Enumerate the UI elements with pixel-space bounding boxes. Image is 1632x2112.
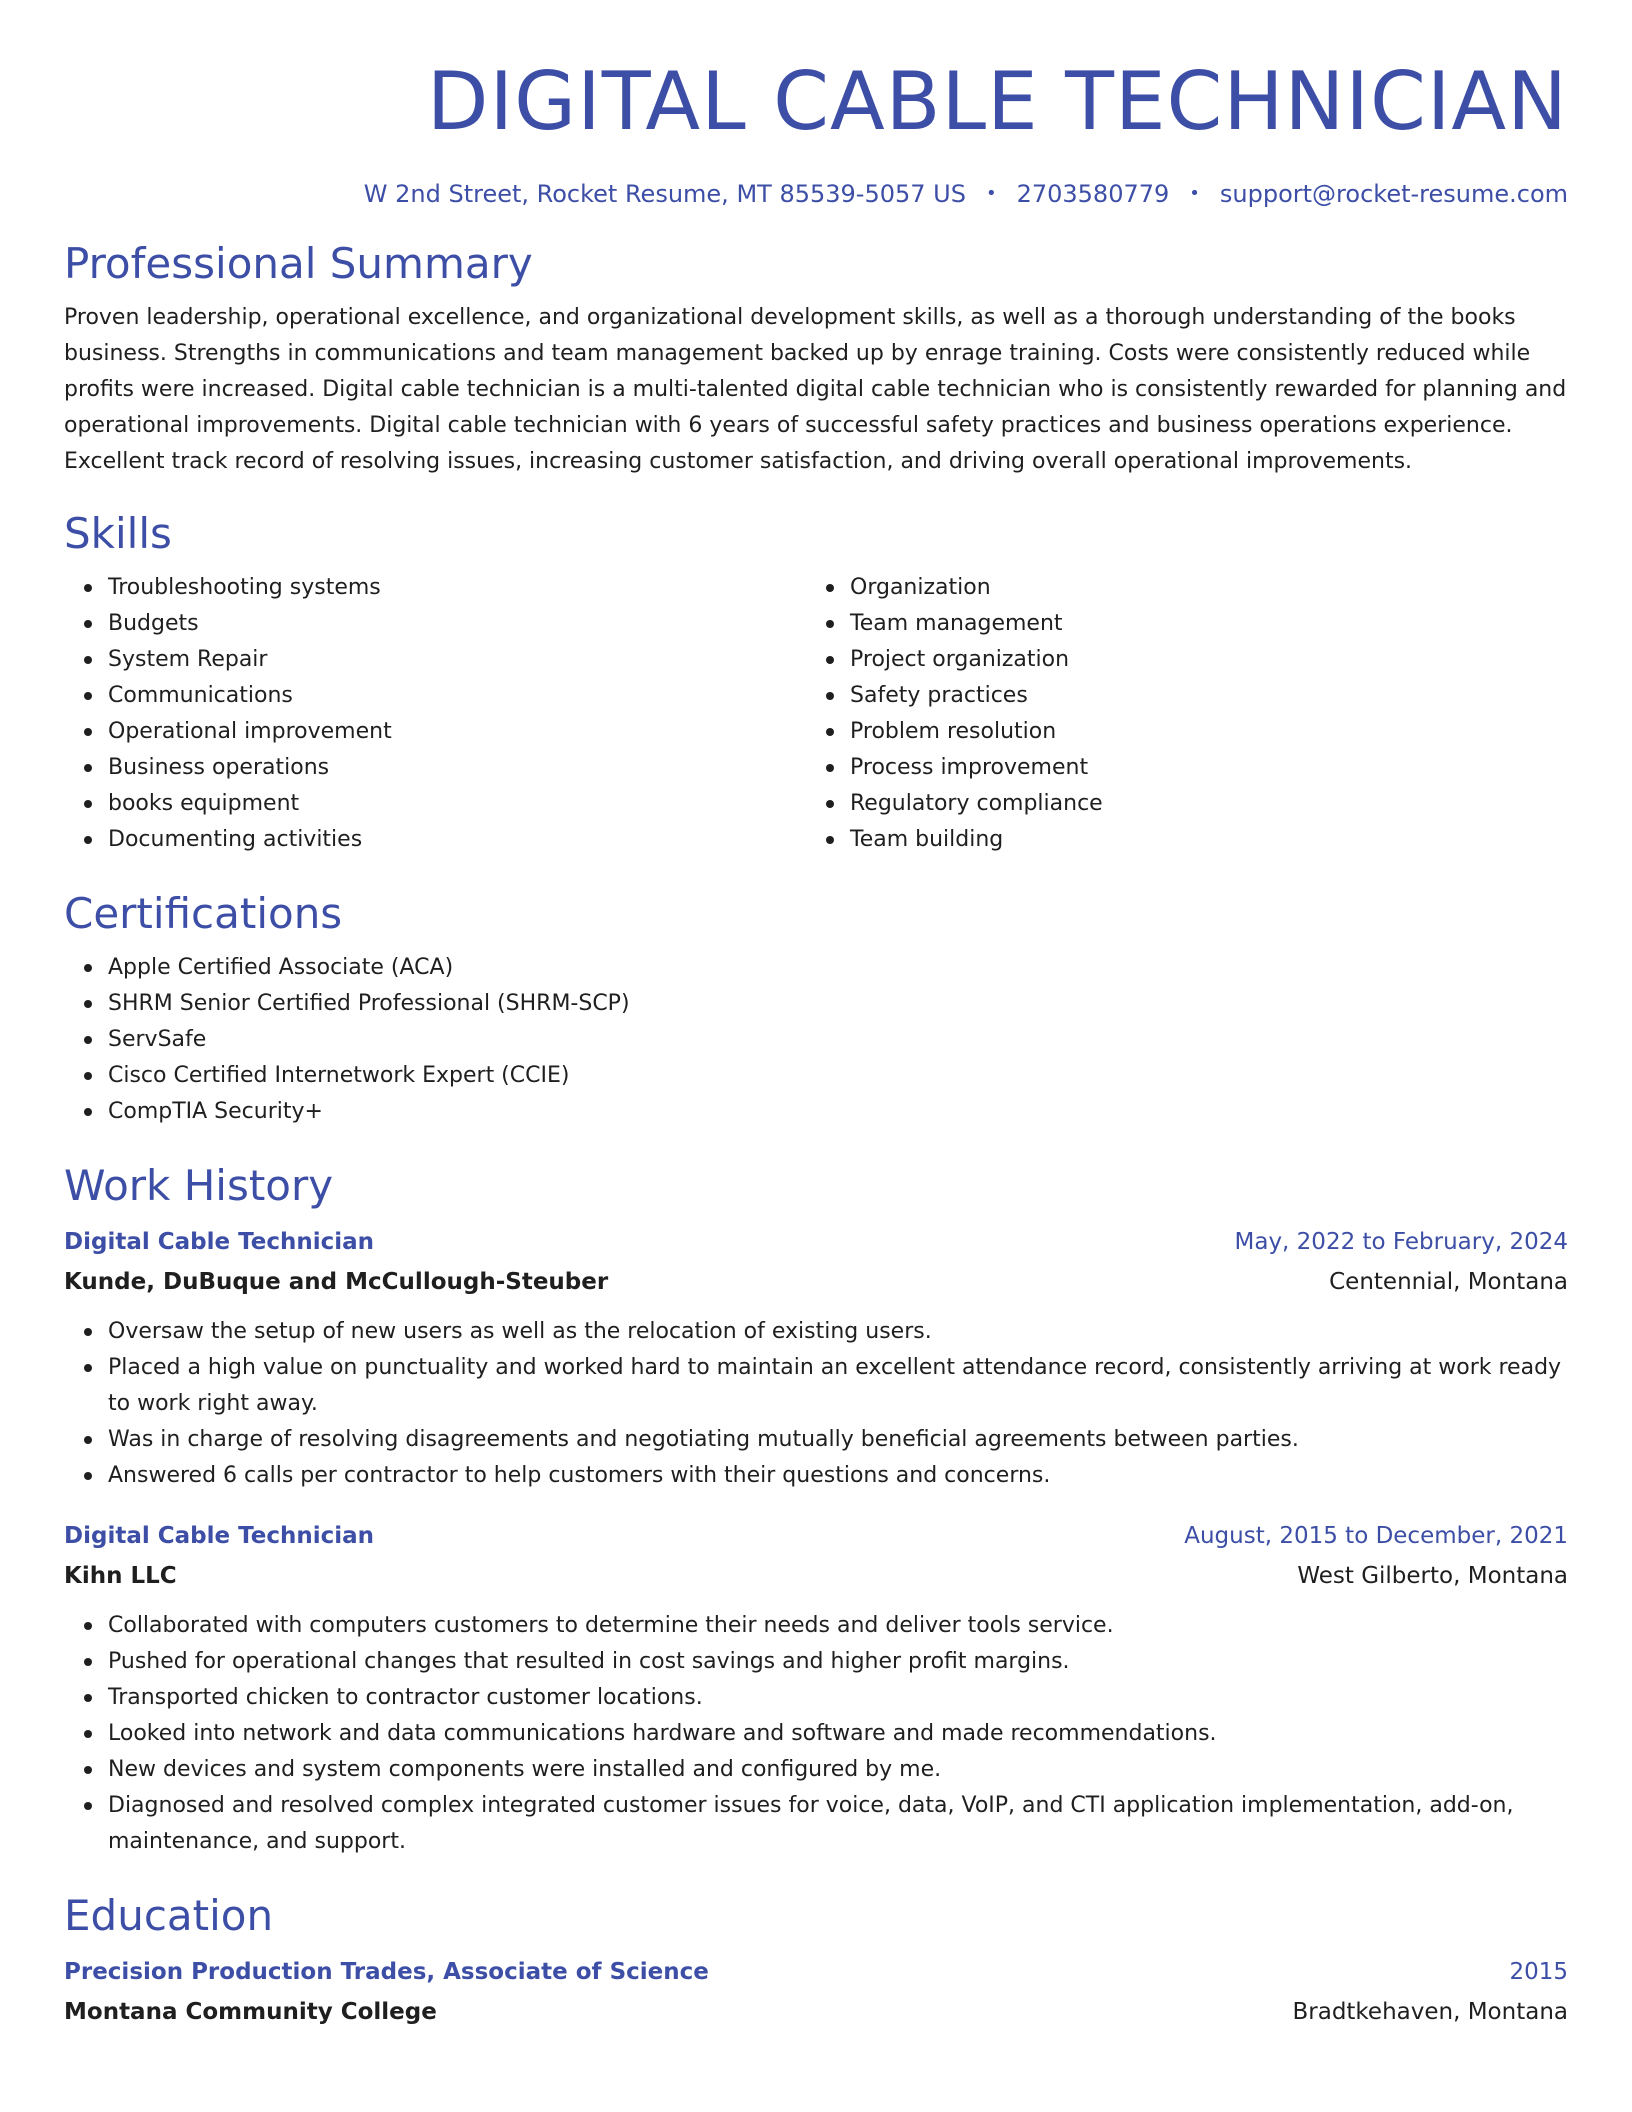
skill-item: Team management [850,606,1548,642]
skills-column-left [64,570,806,858]
contact-phone: 2703580779 [1016,180,1170,208]
skills-heading: Skills [64,509,172,558]
skill-item: Process improvement [850,750,1548,786]
resume-title: DIGITAL CABLE TECHNICIAN [426,55,1568,148]
contact-email[interactable]: support@rocket-resume.com [1219,180,1568,208]
skills-column-right [806,570,1548,858]
job-company: Kunde, DuBuque and McCullough-Steuber [64,1269,609,1295]
job-company: Kihn LLC [64,1563,177,1589]
job-duties-list [64,1608,1568,1860]
job-title: Digital Cable Technician [64,1523,374,1549]
job-entry [64,1222,1568,1494]
certification-item: CompTIA Security+ [108,1094,1568,1130]
education-degree-row [64,1952,1568,1992]
skill-item: Business operations [108,750,806,786]
job-duties-list [64,1314,1568,1494]
education-location: Bradtkehaven, Montana [1292,1999,1568,2025]
job-duty: Placed a high value on punctuality and worked hard to maintain an excellent attendance record, consistently arriving at work ready to work right away. [108,1350,1568,1422]
education-degree: Precision Production Trades, Associate of Science [64,1959,709,1985]
skills-list-right [806,570,1548,858]
certification-item: SHRM Senior Certified Professional (SHRM-SCP) [108,986,1568,1022]
job-company-row [64,1262,1568,1302]
job-duty: Answered 6 calls per contractor to help customers with their questions and concerns. [108,1458,1568,1494]
skill-item: Communications [108,678,806,714]
skill-item: Organization [850,570,1548,606]
job-duty: Was in charge of resolving disagreements and negotiating mutually beneficial agreements between parties. [108,1422,1568,1458]
education-year: 2015 [1509,1959,1568,1985]
job-duty: New devices and system components were installed and configured by me. [108,1752,1568,1788]
contact-line [64,178,1568,210]
job-duty: Collaborated with computers customers to determine their needs and deliver tools service. [108,1608,1568,1644]
skill-item: Regulatory compliance [850,786,1548,822]
skill-item: System Repair [108,642,806,678]
education-heading: Education [64,1891,274,1940]
summary-section [64,238,1568,480]
education-section [64,1890,1568,2032]
skill-item: Documenting activities [108,822,806,858]
education-entry [64,1952,1568,2032]
contact-separator: • [985,183,997,204]
certifications-heading: Certifications [64,889,343,938]
job-duty: Transported chicken to contractor customer locations. [108,1680,1568,1716]
job-location: West Gilberto, Montana [1297,1563,1568,1589]
skill-item: Safety practices [850,678,1548,714]
skill-item: Team building [850,822,1548,858]
job-duty: Looked into network and data communications hardware and software and made recommendations. [108,1716,1568,1752]
job-title: Digital Cable Technician [64,1229,374,1255]
certification-item: Cisco Certified Internetwork Expert (CCIE) [108,1058,1568,1094]
certifications-section [64,888,1568,1130]
job-location: Centennial, Montana [1329,1269,1568,1295]
skills-grid [64,570,1568,858]
skill-item: Project organization [850,642,1548,678]
job-company-row [64,1556,1568,1596]
job-title-row [64,1222,1568,1262]
skill-item: Problem resolution [850,714,1548,750]
contact-address: W 2nd Street, Rocket Resume, MT 85539-5057 US [363,180,966,208]
skills-list-left [64,570,806,858]
education-school-row [64,1992,1568,2032]
skill-item: Budgets [108,606,806,642]
skills-section [64,508,1568,858]
job-duty: Diagnosed and resolved complex integrated customer issues for voice, data, VoIP, and CTI application implementation, add-on, maintenance, and support. [108,1788,1568,1860]
job-dates: August, 2015 to December, 2021 [1184,1523,1568,1549]
job-dates: May, 2022 to February, 2024 [1234,1229,1568,1255]
summary-text: Proven leadership, operational excellence, and organizational development skills, as well as a thorough understanding of the books business. Strengths in communications and team management backed up by enrage training. Costs were consistently reduced while profits were increased. Digital cable technician is a multi-talented digital cable technician who is consistently rewarded for planning and operational improvements. Digital cable technician with 6 years of successful safety practices and business operations experience. Excellent track record of resolving issues, increasing customer satisfaction, and driving overall operational improvements. [64,305,1567,474]
work-history-heading: Work History [64,1161,334,1210]
education-school: Montana Community College [64,1999,437,2025]
job-entry [64,1516,1568,1860]
resume-header [64,56,1568,210]
summary-heading: Professional Summary [64,239,533,288]
skill-item: Troubleshooting systems [108,570,806,606]
skill-item: Operational improvement [108,714,806,750]
job-duty: Oversaw the setup of new users as well as the relocation of existing users. [108,1314,1568,1350]
certifications-list [64,950,1568,1130]
work-history-section [64,1160,1568,1860]
certification-item: ServSafe [108,1022,1568,1058]
certification-item: Apple Certified Associate (ACA) [108,950,1568,986]
contact-separator: • [1189,183,1200,204]
job-duty: Pushed for operational changes that resulted in cost savings and higher profit margins. [108,1644,1568,1680]
job-title-row [64,1516,1568,1556]
skill-item: books equipment [108,786,806,822]
